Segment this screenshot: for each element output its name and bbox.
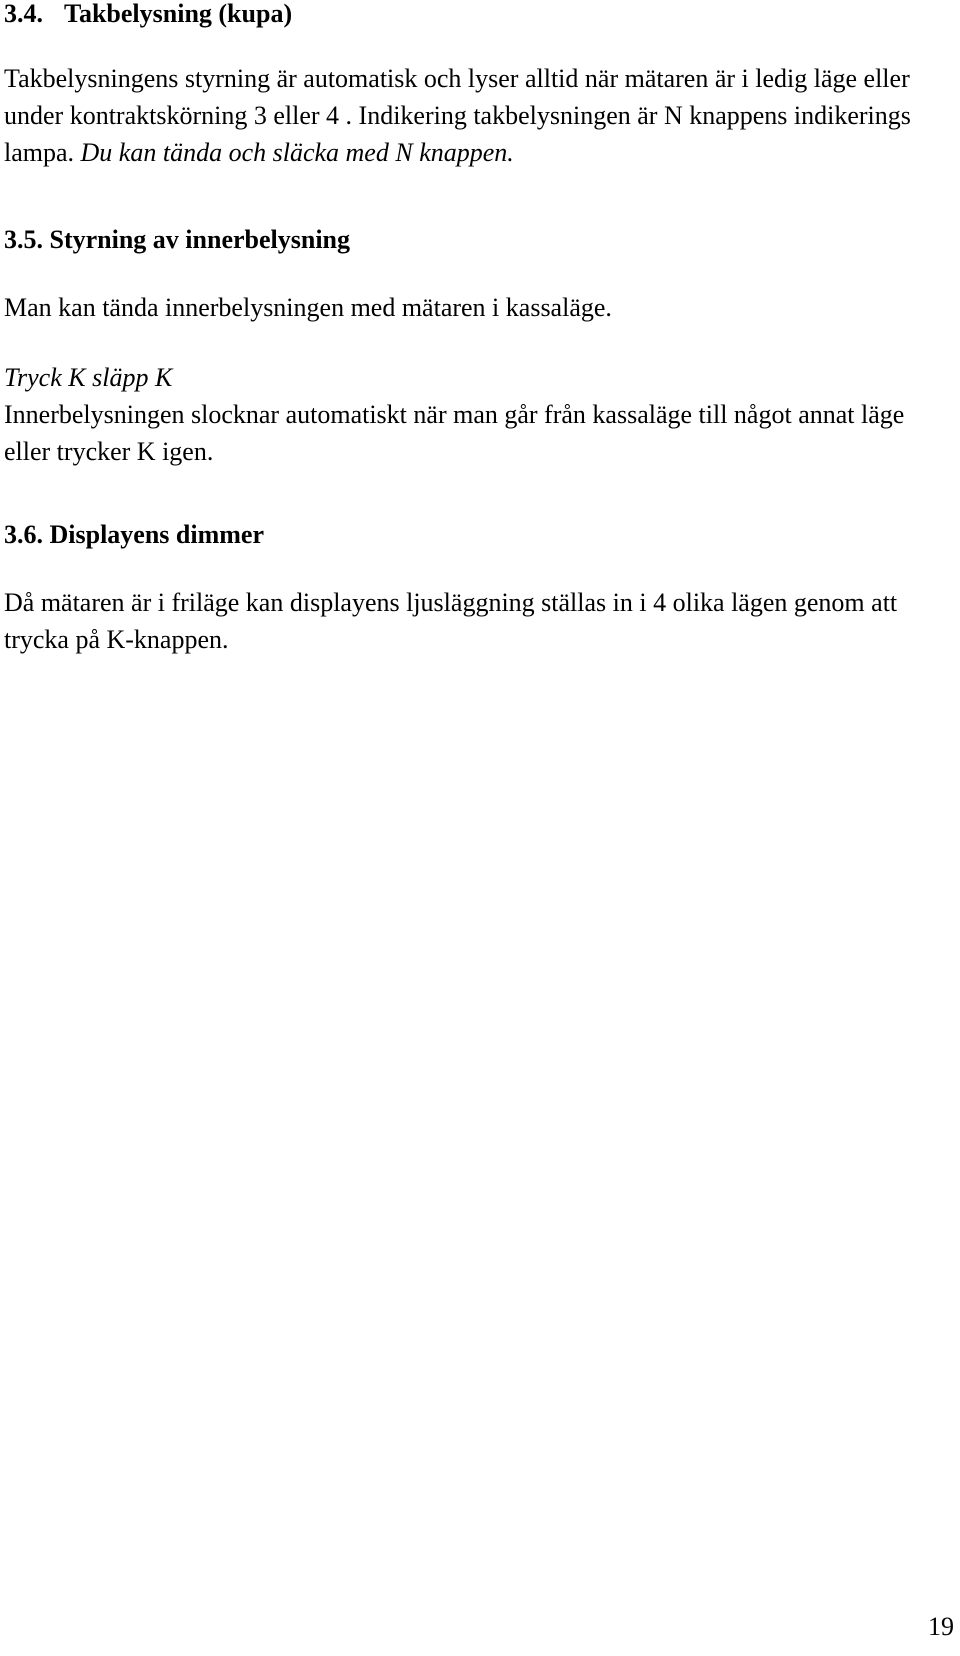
section-3-5-heading: 3.5. Styrning av innerbelysning <box>4 225 351 254</box>
section-3-4-number: 3.4. <box>4 0 43 28</box>
section-3-5-instruction: Tryck K släpp K <box>4 363 173 392</box>
section-3-6-paragraph: Då mätaren är i friläge kan displayens ljusläggning ställas in i 4 olika lägen genom att trycka på K-knappen. <box>4 588 898 654</box>
section-3-4-heading <box>4 0 946 32</box>
section-3-6-heading: 3.6. Displayens dimmer <box>4 520 264 549</box>
section-3-4-paragraph <box>4 60 946 171</box>
section-3-5-paragraph-1: Man kan tända innerbelysningen med mätaren i kassaläge. <box>4 293 612 322</box>
section-3-4-title: Takbelysning (kupa) <box>64 0 293 28</box>
section-3-5-paragraph-2: Innerbelysningen slocknar automatiskt när man går från kassaläge till något annat läge eller trycker K igen. <box>4 400 905 466</box>
section-3-4-italic-note: Du kan tända och släcka med N knappen. <box>80 138 514 167</box>
section-3-4-text: Takbelysningens styrning är automatisk och lyser alltid när mätaren är i ledig läge eller under kontraktskörning 3 eller 4 . Indikering takbelysningen är N knappens indikerings lampa. <box>4 64 911 167</box>
page-number: 19 <box>928 1612 954 1641</box>
